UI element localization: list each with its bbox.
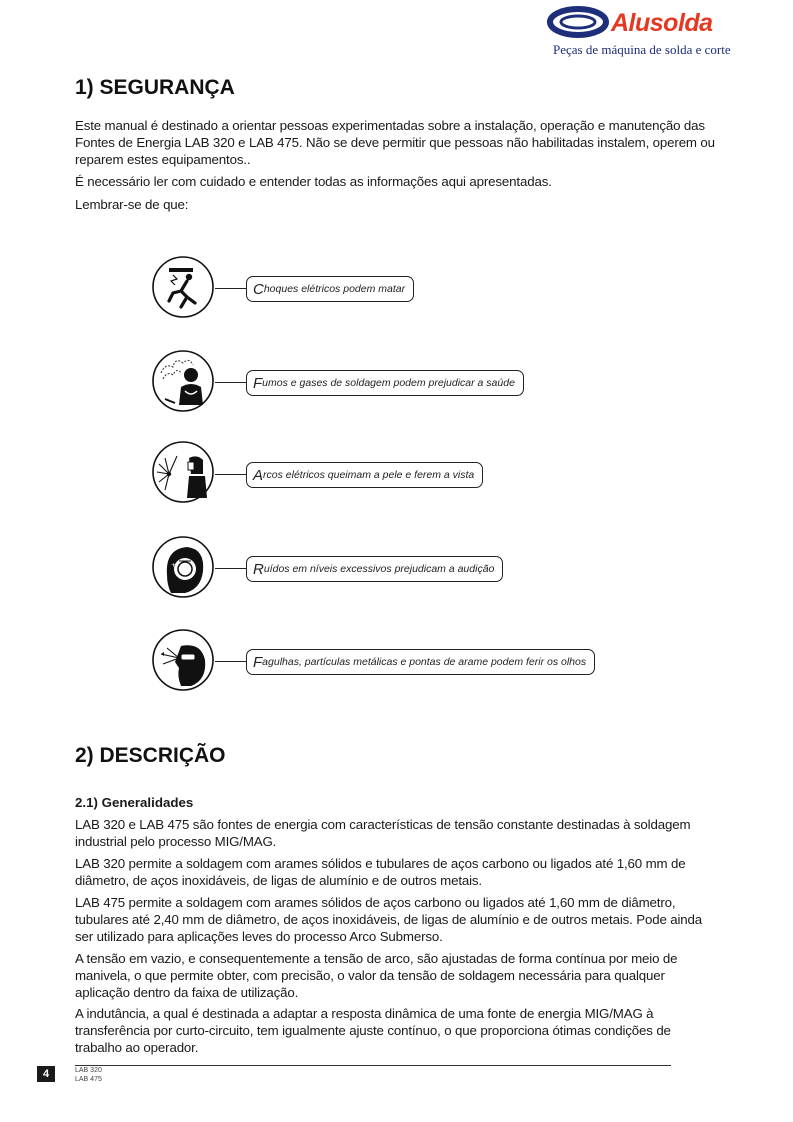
hearing-protection-icon [151, 535, 215, 599]
footer-model: LAB 475 [75, 1076, 102, 1083]
footer-divider [75, 1065, 671, 1066]
warning-text: uídos em níveis excessivos prejudicam a audição [263, 563, 495, 575]
warning-initial: A [253, 466, 264, 484]
safety-remember-paragraph: Lembrar-se de que: [75, 197, 189, 212]
warning-text: rcos elétricos queimam a pele e ferem a vista [263, 469, 475, 481]
eye-protection-icon [151, 628, 215, 692]
svg-text:+: + [171, 562, 177, 569]
logo-tagline: Peças de máquina de solda e corte [553, 42, 731, 57]
warning-label-arc-rays [246, 462, 483, 488]
warning-initial: F [253, 374, 263, 392]
safety-intro-paragraph: Este manual é destinado a orientar pessoas experimentadas sobre a instalação, operação e manutenção das Fontes de Energia LAB 320 e LAB 475. Não se deve permitir que pessoas não habilitadas instalem, operem ou reparem estes equipamentos.. [75, 118, 715, 167]
section-title-seguranca: 1) SEGURANÇA [75, 76, 235, 99]
warning-label-noise [246, 556, 503, 582]
warning-text: agulhas, partículas metálicas e pontas de arame podem ferir os olhos [262, 656, 587, 668]
description-paragraph: A indutância, a qual é destinada a adaptar a resposta dinâmica de uma fonte de energia MIG/MAG à transferência por curto-circuito, tem igualmente ajuste contínuo, o que proporciona ótimas condições de trabalho ao operador. [75, 1006, 671, 1055]
brand-logo [545, 4, 760, 60]
fumes-icon [151, 349, 215, 413]
warning-connector [215, 474, 247, 475]
warning-connector [215, 288, 247, 289]
logo-swoosh-icon [545, 4, 615, 44]
description-paragraph: LAB 320 e LAB 475 são fontes de energia com características de tensão constante destinadas à soldagem industrial pelo processo MIG/MAG. [75, 817, 691, 849]
description-paragraph: LAB 320 permite a soldagem com arames sólidos e tubulares de aços carbono ou ligados até 1,60 mm de diâmetro, de aços inoxidáveis, de ligas de alumínio e de outros metais. [75, 856, 686, 888]
warning-connector [215, 382, 247, 383]
page-number: 4 [37, 1066, 55, 1082]
warning-text: umos e gases de soldagem podem prejudicar a saúde [262, 377, 515, 389]
warning-initial: R [253, 560, 264, 578]
logo-wordmark: Alusolda [611, 9, 713, 37]
section-title-descricao: 2) DESCRIÇÃO [75, 744, 226, 767]
description-paragraph: LAB 475 permite a soldagem com arames sólidos de aços carbono ou ligados até 1,60 mm de diâmetro, tubulares até 2,40 mm de diâmetro, de aços inoxidáveis, de ligas de alumínio e de outros metais. Pode ainda ser utilizado para aplicações leves do processo Arco Submerso. [75, 895, 703, 944]
description-paragraph: A tensão em vazio, e consequentemente a tensão de arco, são ajustadas de forma contínua por meio de manivela, o que permite obter, com precisão, o valor da tensão de soldagem necessária para qualquer aplicação dentro da faixa de utilização. [75, 951, 678, 1000]
warning-initial: F [253, 653, 263, 671]
arc-rays-icon [151, 440, 215, 504]
warning-initial: C [253, 280, 264, 298]
footer-model: LAB 320 [75, 1067, 102, 1074]
warning-connector [215, 568, 247, 569]
warning-label-fumes [246, 370, 524, 396]
subsection-title-generalidades: 2.1) Generalidades [75, 795, 194, 810]
warning-label-sparks [246, 649, 595, 675]
warning-connector [215, 661, 247, 662]
warning-label-electric-shock [246, 276, 414, 302]
safety-read-paragraph: É necessário ler com cuidado e entender todas as informações aqui apresentadas. [75, 174, 552, 189]
electric-shock-icon [151, 255, 215, 319]
warning-text: hoques elétricos podem matar [263, 283, 406, 295]
